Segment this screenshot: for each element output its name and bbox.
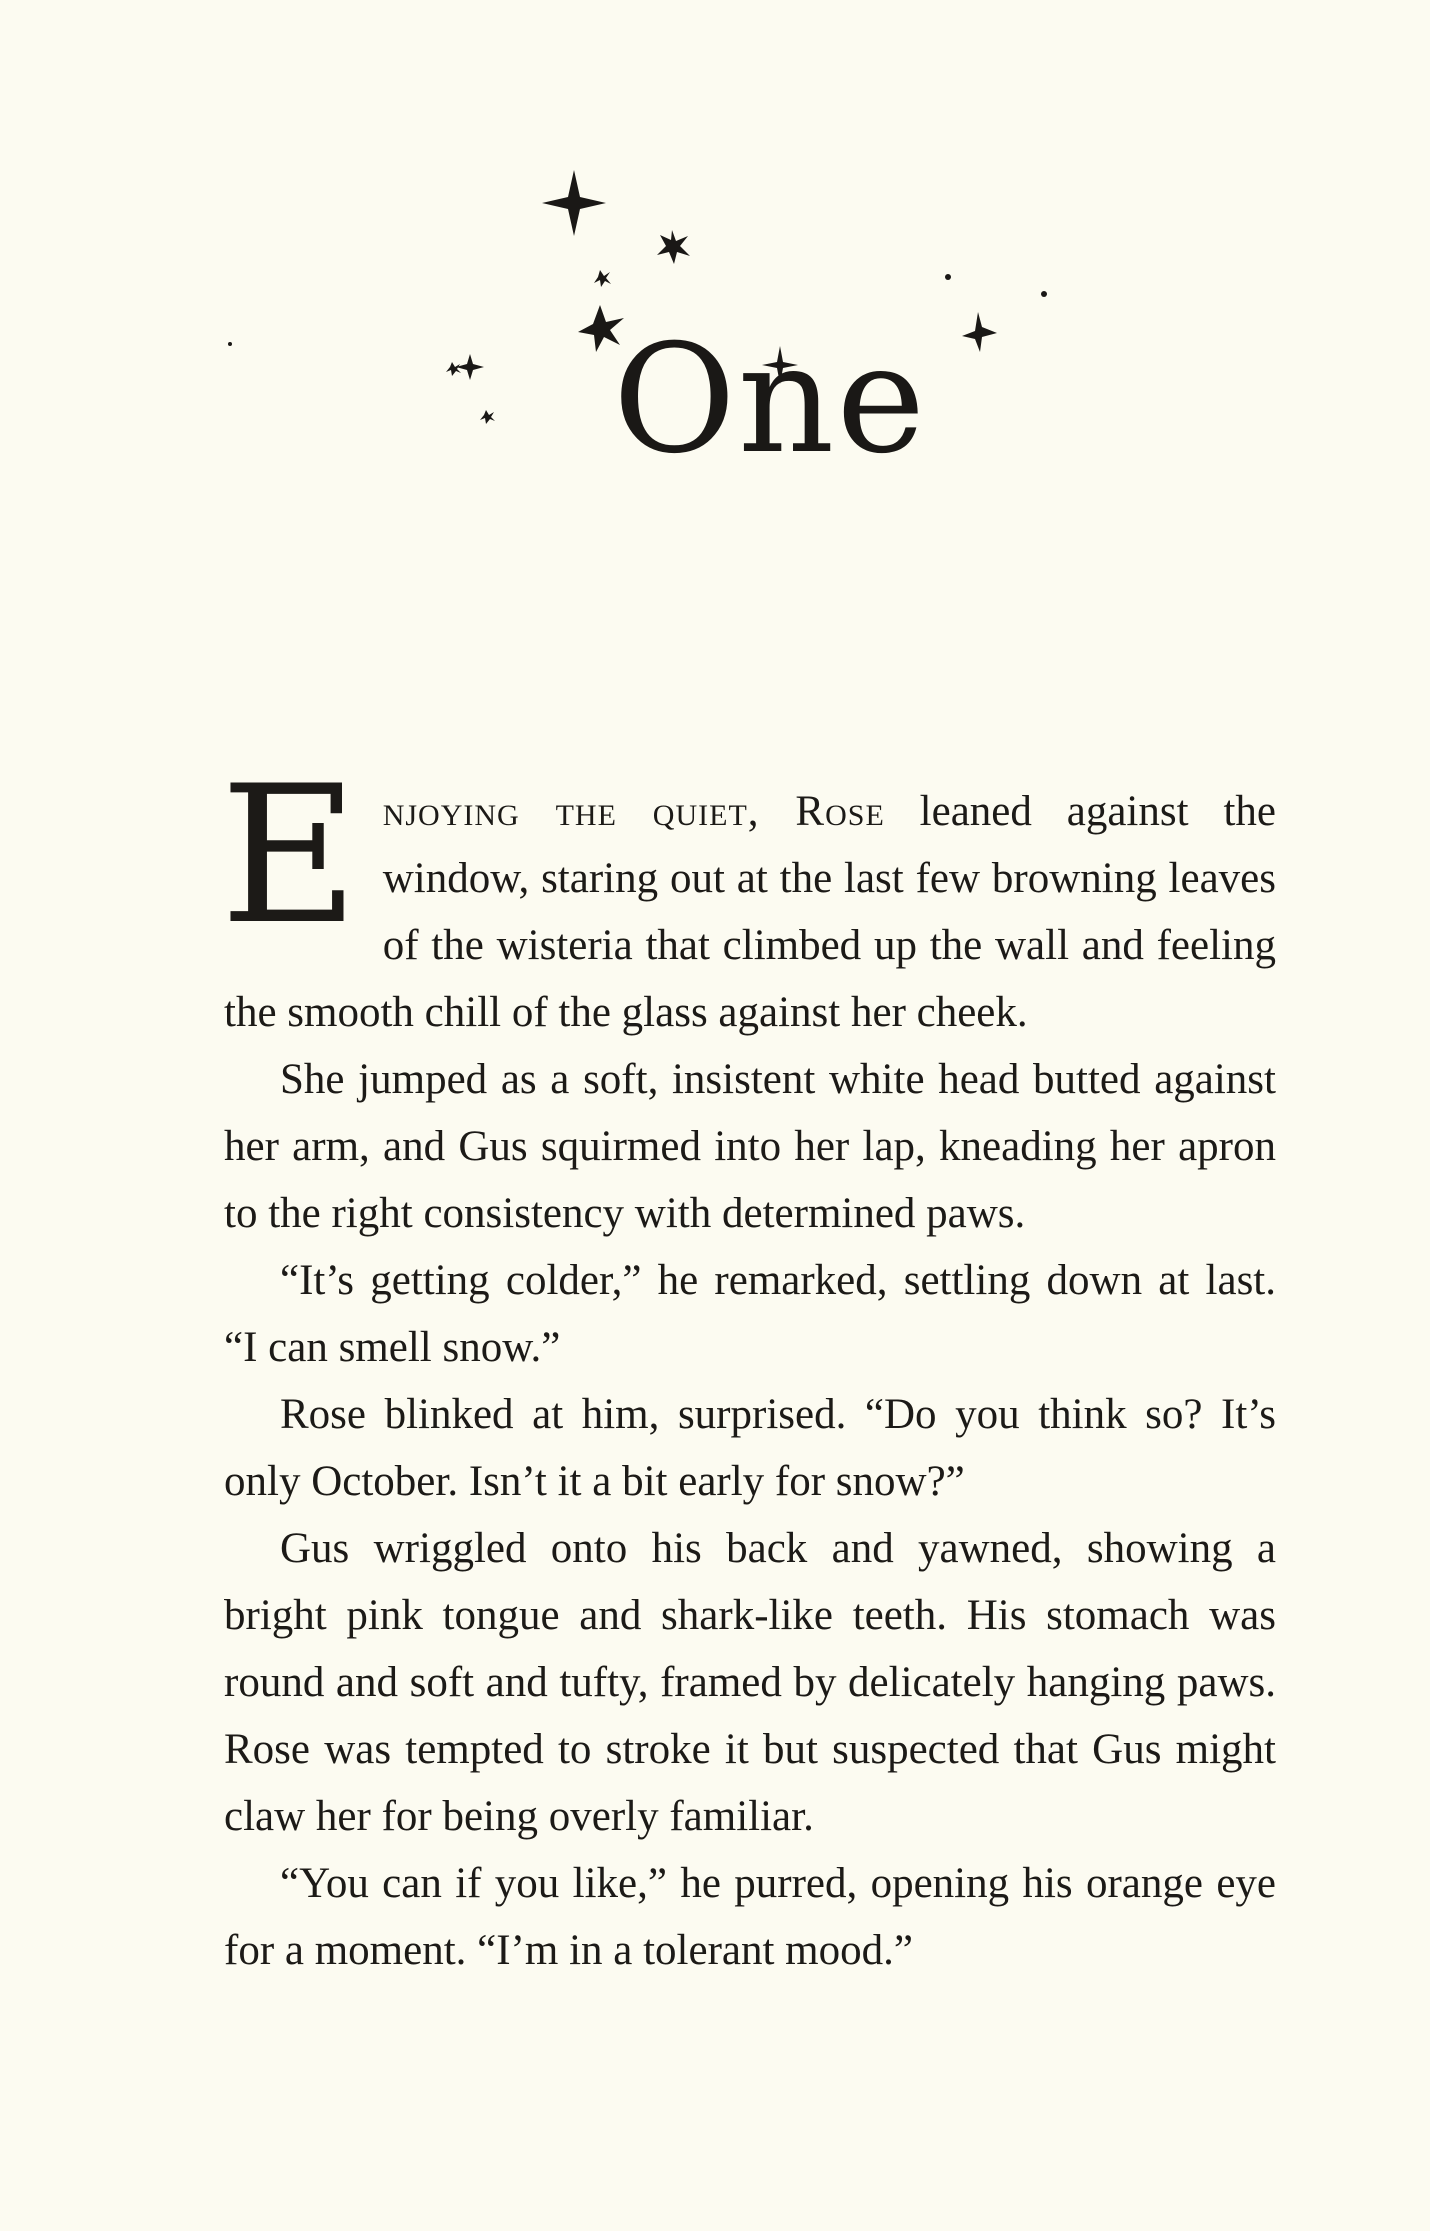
paragraph: “It’s getting colder,” he remarked, settling down at last. “I can smell snow.” [224,1257,1276,1371]
chapter-body [220,745,1276,1984]
paragraph: Gus wriggled onto his back and yawned, showing a bright pink tongue and shark-like teeth. His stomach was round and soft and tufty, framed by delicately hanging paws. Rose was tempted to stroke it but suspected that Gus might claw her for being overly familiar. [224,1525,1276,1840]
star-icon [594,270,611,287]
star-dot-icon [1041,291,1047,297]
star-dot-icon [945,274,951,280]
paragraph [220,745,1276,1046]
paragraph: “You can if you like,” he purred, opening his orange eye for a moment. “I’m in a tolerant mood.” [224,1860,1276,1974]
lead-in-smallcaps: njoying the quiet, Rose [382,788,885,835]
star-icon [480,410,495,424]
drop-cap: E [220,745,359,966]
star-icon [542,170,606,236]
star-icon [446,362,461,376]
paragraph: She jumped as a soft, insistent white head butted against her arm, and Gus squirmed into her lap, kneading her apron to the right consistency with determined paws. [224,1056,1276,1237]
star-icon [657,230,690,264]
paragraph-text: leaned against the window, staring out at the last few browning leaves of the wisteria that climbed up the wall and feeling the smooth chill of the glass against her cheek. [224,788,1276,1036]
paragraph: Rose blinked at him, surprised. “Do you think so? It’s only October. Isn’t it a bit early for snow?” [224,1391,1276,1505]
chapter-title: One [612,313,928,487]
star-dot-icon [228,342,232,346]
star-icon [962,312,997,352]
star-icon [456,354,484,380]
